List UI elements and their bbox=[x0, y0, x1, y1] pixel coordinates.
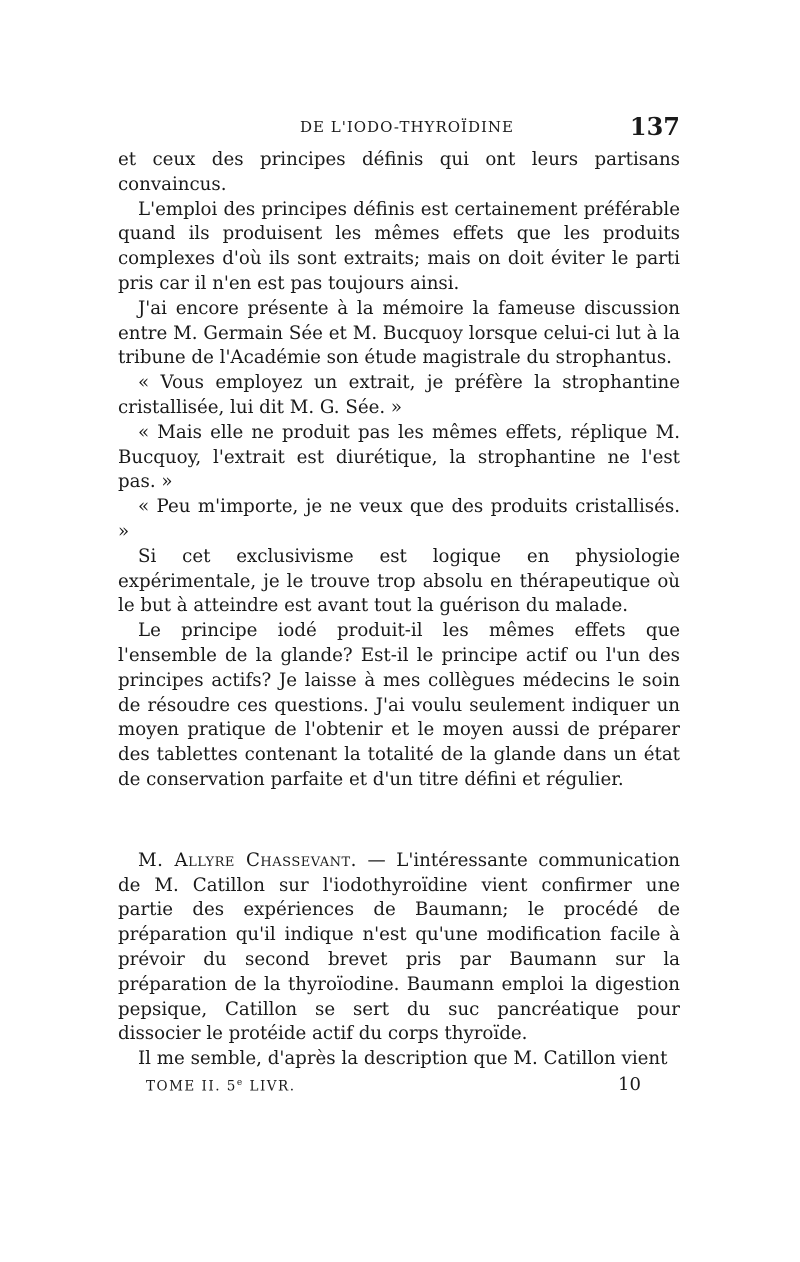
signature-sup: e bbox=[236, 1077, 244, 1088]
signature-mark bbox=[146, 1078, 296, 1095]
paragraph-2: L'emploi des principes définis est certainement préférable quand ils produisent les mêmes effets que les produits complexes d'où ils sont extraits; mais on doit éviter le parti pris car il n'en est pas toujours ainsi. bbox=[118, 198, 680, 294]
paragraph-10: Il me semble, d'après la description que M. Catillon vient bbox=[138, 1048, 668, 1070]
speaker-name: M. Allyre Chassevant. bbox=[138, 849, 357, 871]
paragraph-7: Si cet exclusivisme est logique en physiologie expérimentale, je le trouve trop absolu en thérapeutique où le but à atteindre est avant tout la guérison du malade. bbox=[118, 545, 680, 617]
running-title: DE L'IODO-THYROÏDINE bbox=[300, 118, 514, 136]
sheet-number: 10 bbox=[618, 1073, 641, 1095]
paragraph-4-quote: « Vous employez un extrait, je préfère la strophantine cristallisée, lui dit M. G. Sée. » bbox=[118, 372, 680, 418]
paragraph-1: et ceux des principes définis qui ont leurs partisans convaincus. bbox=[118, 149, 680, 195]
paragraph-8: Le principe iodé produit-il les mêmes effets que l'ensemble de la glande? Est-il le principe actif ou l'un des principes actifs? Je laisse à mes collègues médecins le soin de résoudre ces questions. J'ai voulu seulement indiquer un moyen pratique de l'obtenir et le moyen aussi de préparer des tablettes contenant la totalité de la glande dans un état de conservation parfaite et d'un titre défini et régulier. bbox=[118, 620, 680, 790]
page-footer bbox=[118, 1074, 680, 1102]
book-page bbox=[118, 112, 680, 1102]
paragraph-6-quote: « Peu m'importe, je ne veux que des produits cristallisés. » bbox=[118, 496, 680, 542]
signature-text: TOME II. 5 bbox=[146, 1078, 237, 1095]
body-text bbox=[118, 148, 680, 1072]
signature-end: LIVR. bbox=[243, 1078, 296, 1095]
paragraph-5-quote: « Mais elle ne produit pas les mêmes effets, réplique M. Bucquoy, l'extrait est diurétique, la strophantine ne l'est pas. » bbox=[118, 421, 680, 493]
running-head bbox=[118, 112, 680, 148]
paragraph-3: J'ai encore présente à la mémoire la fameuse discussion entre M. Germain Sée et M. Bucquoy lorsque celui-ci lut à la tribune de l'Académie son étude magistrale du strophantus. bbox=[118, 297, 680, 369]
page-number: 137 bbox=[629, 112, 680, 141]
paragraph-9 bbox=[118, 849, 680, 1047]
paragraph-9-text: — L'intéressante communication de M. Catillon sur l'iodothyroïdine vient confirmer une partie des expériences de Baumann; le procédé de préparation qu'il indique n'est qu'une modification facile à prévoir du second brevet pris par Baumann sur la préparation de la thyroïodine. Baumann emploi la digestion pepsique, Catillon se sert du suc pancréatique pour dissocier le protéide actif du corps thyroïde. bbox=[118, 849, 680, 1045]
